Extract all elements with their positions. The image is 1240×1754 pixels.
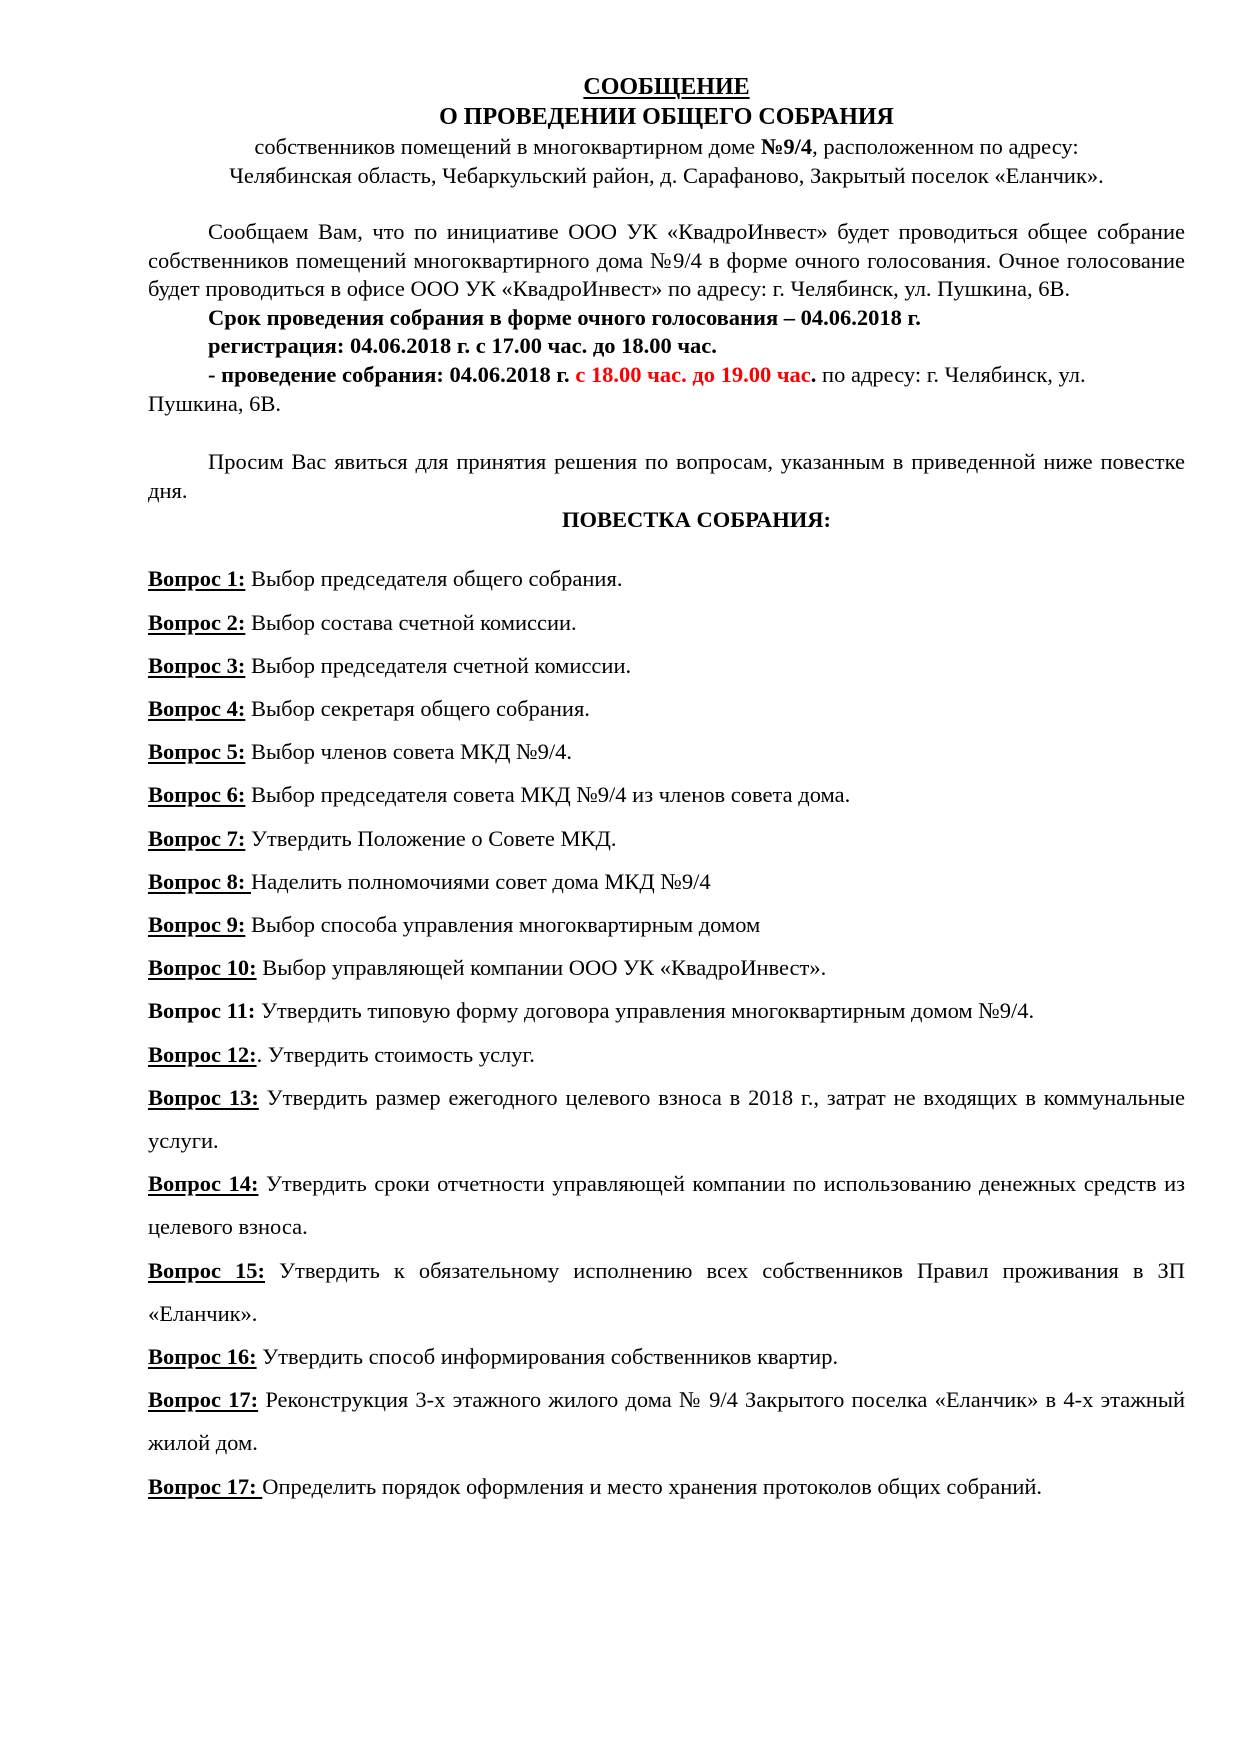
intro-paragraph: Сообщаем Вам, что по инициативе ООО УК «КвадроИнвест» будет проводиться общее собрание собственников помещений многоквартирного дома №9/4 в форме очного голосования. Очное голосование будет проводиться в офисе ООО УК «КвадроИнвест» по адресу: г. Челябинск, ул. Пушкина, 6В. (148, 219, 1185, 302)
agenda-item: Вопрос 17: Реконструкция 3-х этажного жилого дома № 9/4 Закрытого поселка «Еланчик» в 4-х этажный жилой дом. (148, 1387, 1185, 1456)
agenda-item: Вопрос 8: Наделить полномочиями совет дома МКД №9/4 (148, 868, 711, 894)
request-paragraph: Просим Вас явиться для принятия решения по вопросам, указанным в приведенной ниже повестке дня. (148, 449, 1185, 503)
meeting-time: - проведение собрания: 04.06.2018 г. с 18.00 час. до 19.00 час. по адресу: г. Челябинск, ул. Пушкина, 6В. (148, 361, 1086, 416)
document-subtitle: О ПРОВЕДЕНИИ ОБЩЕГО СОБРАНИЯ (439, 104, 894, 130)
agenda-item: Вопрос 7: Утвердить Положение о Совете МКД. (148, 825, 617, 851)
agenda-item: Вопрос 2: Выбор состава счетной комиссии. (148, 609, 577, 635)
agenda-item: Вопрос 16: Утвердить способ информирования собственников квартир. (148, 1344, 839, 1369)
agenda-item: Вопрос 3: Выбор председателя счетной комиссии. (148, 652, 632, 678)
document-title: СООБЩЕНИЕ (583, 74, 750, 100)
agenda-item: Вопрос 15: Утвердить к обязательному исполнению всех собственников Правил проживания в ЗП «Еланчик». (148, 1257, 1185, 1326)
registration-time: регистрация: 04.06.2018 г. с 17.00 час. до 18.00 час. (208, 333, 717, 359)
agenda-item: Вопрос 9: Выбор способа управления многоквартирным домом (148, 911, 761, 937)
agenda-item: Вопрос 12:. Утвердить стоимость услуг. (148, 1041, 535, 1067)
agenda-item: Вопрос 6: Выбор председателя совета МКД №9/4 из членов совета дома. (148, 782, 851, 808)
agenda-item: Вопрос 14: Утвердить сроки отчетности управляющей компании по использованию денежных средств из целевого взноса. (148, 1171, 1186, 1240)
agenda-item: Вопрос 5: Выбор членов совета МКД №9/4. (148, 739, 573, 765)
document-page (148, 72, 1185, 1508)
header-line-address: Челябинская область, Чебаркульский район, д. Сарафаново, Закрытый поселок «Еланчик». (229, 163, 1104, 188)
house-number: №9/4 (760, 134, 813, 159)
agenda-item: Вопрос 17: Определить порядок оформления и место хранения протоколов общих собраний. (148, 1473, 1043, 1499)
agenda-item: Вопрос 10: Выбор управляющей компании ООО УК «КвадроИнвест». (148, 955, 827, 981)
agenda-item: Вопрос 13: Утвердить размер ежегодного целевого взноса в 2018 г., затрат не входящих в коммунальные услуги. (148, 1084, 1186, 1153)
agenda-item: Вопрос 1: Выбор председателя общего собрания. (148, 566, 623, 592)
meeting-term: Срок проведения собрания в форме очного голосования – 04.06.2018 г. (208, 304, 921, 330)
header-line-owners: собственников помещений в многоквартирном доме №9/4, расположенном по адресу: (254, 134, 1079, 159)
agenda-item: Вопрос 11: Утвердить типовую форму договора управления многоквартирным домом №9/4. (148, 998, 1035, 1024)
agenda-list (148, 557, 1185, 1507)
agenda-title: ПОВЕСТКА СОБРАНИЯ: (562, 507, 831, 533)
meeting-time-highlight: с 18.00 час. до 19.00 час (575, 361, 811, 387)
document-header (148, 72, 1185, 102)
agenda-item: Вопрос 4: Выбор секретаря общего собрания. (148, 695, 590, 721)
